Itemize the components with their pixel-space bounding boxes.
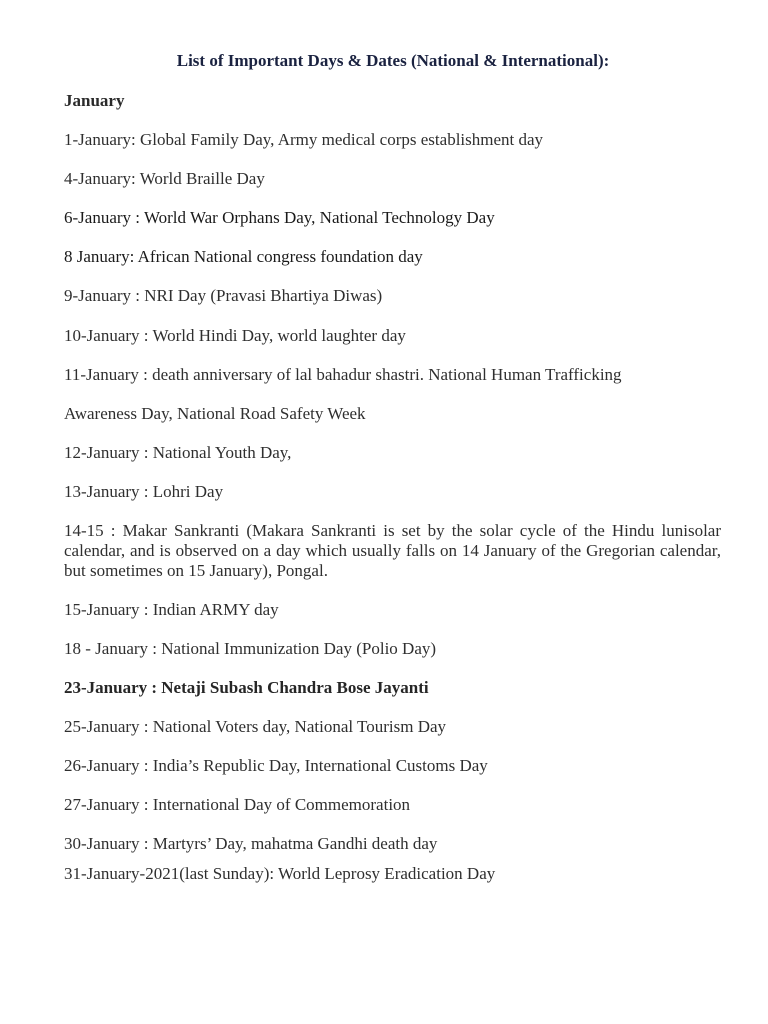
list-item: 31-January-2021(last Sunday): World Leprosy Eradication Day bbox=[64, 864, 496, 883]
list-item: 11-January : death anniversary of lal bahadur shastri. National Human Trafficking bbox=[64, 365, 622, 384]
list-item: 10-January : World Hindi Day, world laughter day bbox=[64, 326, 406, 345]
list-item: 1-January: Global Family Day, Army medical corps establishment day bbox=[64, 130, 544, 149]
list-item-highlighted: 23-January : Netaji Subash Chandra Bose Jayanti bbox=[64, 678, 429, 697]
list-item: 26-January : India’s Republic Day, International Customs Day bbox=[64, 756, 488, 775]
list-item: 4-January: World Braille Day bbox=[64, 169, 265, 188]
month-heading: January bbox=[64, 91, 125, 110]
list-item: 25-January : National Voters day, National Tourism Day bbox=[64, 717, 447, 736]
list-item: 13-January : Lohri Day bbox=[64, 482, 224, 501]
list-item: 30-January : Martyrs’ Day, mahatma Gandhi death day bbox=[64, 834, 438, 853]
list-item: 9-January : NRI Day (Pravasi Bhartiya Diwas) bbox=[64, 286, 383, 305]
list-item: 12-January : National Youth Day, bbox=[64, 443, 292, 462]
list-item: Awareness Day, National Road Safety Week bbox=[64, 404, 366, 423]
list-item: 18 - January : National Immunization Day (Polio Day) bbox=[64, 639, 437, 658]
list-item: 8 January: African National congress foundation day bbox=[64, 247, 423, 266]
list-item: 15-January : Indian ARMY day bbox=[64, 600, 279, 619]
list-item: 6-January : World War Orphans Day, National Technology Day bbox=[64, 208, 495, 227]
list-item: 27-January : International Day of Commemoration bbox=[64, 795, 411, 814]
list-item-paragraph: 14-15 : Makar Sankranti (Makara Sankranti is set by the solar cycle of the Hindu lunisolar calendar, and is observed on a day which usually falls on 14 January of the Gregorian calendar, but sometimes on 15 January), Pongal. bbox=[64, 521, 721, 580]
document-title: List of Important Days & Dates (National & International): bbox=[176, 51, 610, 70]
